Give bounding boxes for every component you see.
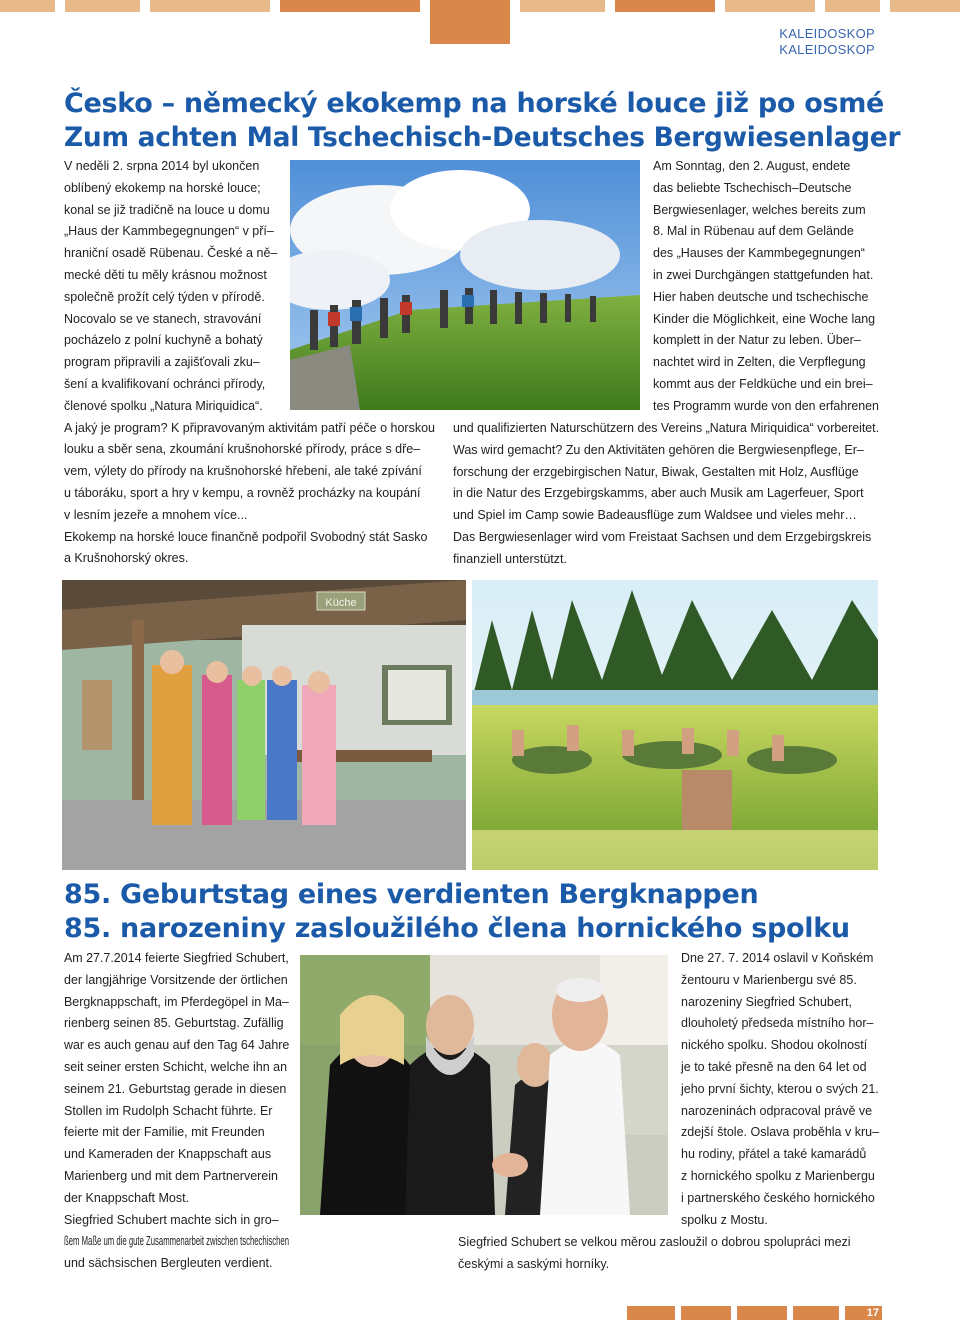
text-line: hraniční osadě Rübenau. České a ně–: [64, 246, 278, 261]
text-line: und sächsischen Bergleuten verdient.: [64, 1256, 273, 1271]
text-line: war es auch genau auf den Tag 64 Jahre: [64, 1038, 290, 1053]
photo-hikers-meadow: [290, 160, 640, 410]
text-line: šení a kvalifikovaní ochránci přírody,: [64, 376, 266, 391]
header-bar: [825, 0, 880, 12]
text-line: V neděli 2. srpna 2014 byl ukončen: [64, 159, 260, 173]
text-line: Kinder die Möglichkeit, eine Woche lang: [653, 311, 876, 326]
header-bar: [0, 0, 55, 12]
text-line: seinem 21. Geburtstag gerade in diesen: [64, 1081, 287, 1096]
text-line: in die Natur des Erzgebirgskamms, aber auch Musik am Lagerfeuer, Sport: [453, 486, 864, 501]
photo-camp-kitchen: [62, 580, 466, 870]
text-line: forschung der erzgebirgischen Natur, Biwak, Gestalten mit Holz, Ausflüge: [453, 464, 859, 479]
text-line: pocházelo z polní kuchyně a bohatý: [64, 333, 263, 348]
text-line: je to také přesně na den 64 let od: [681, 1059, 867, 1074]
text-line: zdejší štole. Oslava proběhla v kru–: [681, 1125, 880, 1140]
text-line: in zwei Durchgängen stattgefunden hat.: [653, 267, 874, 282]
text-line: Was wird gemacht? Zu den Aktivitäten gehören die Bergwiesenpflege, Er–: [453, 442, 864, 457]
text-line: das beliebte Tschechisch–Deutsche: [653, 180, 852, 195]
article-title-cz: 85. narozeniny zasloužilého člena hornického spolku: [64, 913, 850, 944]
text-line: společně prožít celý týden v přírodě.: [64, 289, 265, 304]
kitchen-sign-text: Küche: [325, 597, 357, 609]
article-text-de-bottom: [453, 418, 879, 571]
header-bar: [615, 0, 715, 12]
text-line: Siegfried Schubert se velkou měrou zasloužil o dobrou spolupráci mezi: [458, 1235, 851, 1249]
text-line: program připravili a zajišťovali zku–: [64, 355, 260, 370]
text-line: spolku z Mostu.: [681, 1212, 768, 1227]
footer-bar: [793, 1306, 839, 1320]
text-line: der Knappschaft Most.: [64, 1190, 190, 1205]
article-title-de: Zum achten Mal Tschechisch-Deutsches Bergwiesenlager: [64, 122, 901, 153]
text-line: Das Bergwiesenlager wird vom Freistaat Sachsen und dem Erzgebirgskreis: [453, 529, 872, 544]
text-line: a Krušnohorský okres.: [64, 551, 189, 566]
text-line: finanziell unterstützt.: [453, 551, 567, 566]
text-line: A jaký je program? K připravovaným aktivitám patří péče o horskou: [64, 420, 436, 435]
footer-bar: [627, 1306, 675, 1320]
article-title-de: 85. Geburtstag eines verdienten Bergknappen: [64, 879, 759, 910]
footer-bar: [681, 1306, 731, 1320]
text-line: Am Sonntag, den 2. August, endete: [653, 159, 851, 173]
photo-group-meadow-lake: [472, 580, 878, 870]
text-line: Nocovalo se ve stanech, stravování: [64, 311, 262, 326]
text-line: Ekokemp na horské louce finančně podpořil Svobodný stát Sasko: [64, 529, 428, 544]
text-line: kommt aus der Feldküche und ein brei–: [653, 376, 873, 391]
text-line: tes Programm wurde von den erfahrenen: [653, 398, 879, 413]
text-line: českými a saskými horníky.: [458, 1256, 610, 1271]
text-line: der langjährige Vorsitzende der örtlichen: [64, 972, 288, 987]
text-line: „Haus der Kammbegegnungen“ v pří–: [64, 224, 274, 239]
text-line: nachtet wird in Zelten, die Verpflegung: [653, 355, 866, 370]
text-line: narozeninách odpracoval právě ve: [681, 1103, 873, 1118]
text-line: mecké děti tu měly krásnou možnost: [64, 267, 267, 282]
header-bar: [65, 0, 140, 12]
text-line: Bergknappschaft, im Pferdegöpel in Ma–: [64, 994, 289, 1009]
text-line: žentouru v Marienbergu své 85.: [681, 972, 857, 987]
section-label: KALEIDOSKOP: [779, 42, 875, 57]
article-text-cz: [681, 948, 879, 1231]
text-line: vem, výlety do přírody na krušnohorské hřebeni, ale také zpívání: [64, 464, 422, 479]
text-line: z hornického spolku z Marienbergu: [681, 1168, 875, 1183]
text-line: Marienberg und mit dem Partnerverein: [64, 1168, 278, 1183]
text-line: ßem Maße um die gute Zusammenarbeit zwischen tschechischen: [64, 1234, 290, 1249]
header-bar: [150, 0, 270, 12]
text-line: rienberg seinen 85. Geburtstag. Zufällig: [64, 1016, 284, 1031]
text-line: Dne 27. 7. 2014 oslavil v Koňském: [681, 951, 874, 965]
text-line: dlouholetý předseda místního hor–: [681, 1016, 874, 1031]
text-line: und Kameraden der Knappschaft aus: [64, 1147, 272, 1162]
text-line: louku a sběr sena, zkoumání krušnohorské přírody, práce s dře–: [64, 442, 421, 457]
text-line: Hier haben deutsche und tschechische: [653, 289, 869, 304]
article-text-cz-bottom: [458, 1232, 879, 1276]
text-line: Bergwiesenlager, welches bereits zum: [653, 202, 866, 217]
text-line: Siegfried Schubert machte sich in gro–: [64, 1212, 279, 1227]
article-text-de: [64, 948, 289, 1275]
text-line: členové spolku „Natura Miriquidica“.: [64, 398, 263, 413]
text-line: Stollen im Rudolph Schacht führte. Er: [64, 1103, 273, 1118]
text-line: jeho první šichty, kterou o svých 21.: [681, 1081, 879, 1096]
text-line: konal se již tradičně na louce u domu: [64, 202, 270, 217]
text-line: hu rodiny, přátel a také kamarádů: [681, 1147, 867, 1162]
footer-bar: [737, 1306, 787, 1320]
header-bar: [430, 0, 510, 44]
text-line: und Spiel im Camp sowie Badeausflüge zum Waldsee und vieles mehr…: [453, 508, 857, 523]
text-line: narozeniny Siegfried Schubert,: [681, 994, 852, 1009]
text-line: komplett in der Natur zu leben. Über–: [653, 333, 861, 348]
text-line: nického spolku. Shodou okolností: [681, 1038, 868, 1053]
page-number: 17: [845, 1306, 882, 1320]
text-line: 8. Mal in Rübenau auf dem Gelände: [653, 224, 854, 239]
text-line: u táboráku, sport a hry v kempu, a rovněž procházky na koupání: [64, 485, 421, 500]
text-line: Am 27.7.2014 feierte Siegfried Schubert,: [64, 951, 289, 965]
section-label: KALEIDOSKOP: [779, 26, 875, 41]
text-line: feierte mit der Familie, mit Freunden: [64, 1125, 265, 1140]
text-line: des „Hauses der Kammbegegnungen“: [653, 246, 865, 261]
text-line: und qualifizierten Naturschützern des Vereins „Natura Miriquidica“ vorbereitet.: [453, 421, 880, 435]
article-text-de-top: [653, 156, 879, 418]
text-line: seit seiner ersten Schicht, welche ihn an: [64, 1059, 288, 1074]
photo-birthday-handshake: [300, 955, 668, 1215]
text-line: oblíbený ekokemp na horské louce;: [64, 180, 261, 195]
text-line: i partnerského českého hornického: [681, 1190, 875, 1205]
header-bar: [890, 0, 960, 12]
header-bar: [520, 0, 605, 12]
article-title-cz: Česko – německý ekokemp na horské louce již po osmé: [64, 88, 885, 119]
text-line: v lesním jezeře a mnohem více...: [64, 507, 248, 522]
header-bar: [280, 0, 420, 12]
header-bar: [725, 0, 815, 12]
